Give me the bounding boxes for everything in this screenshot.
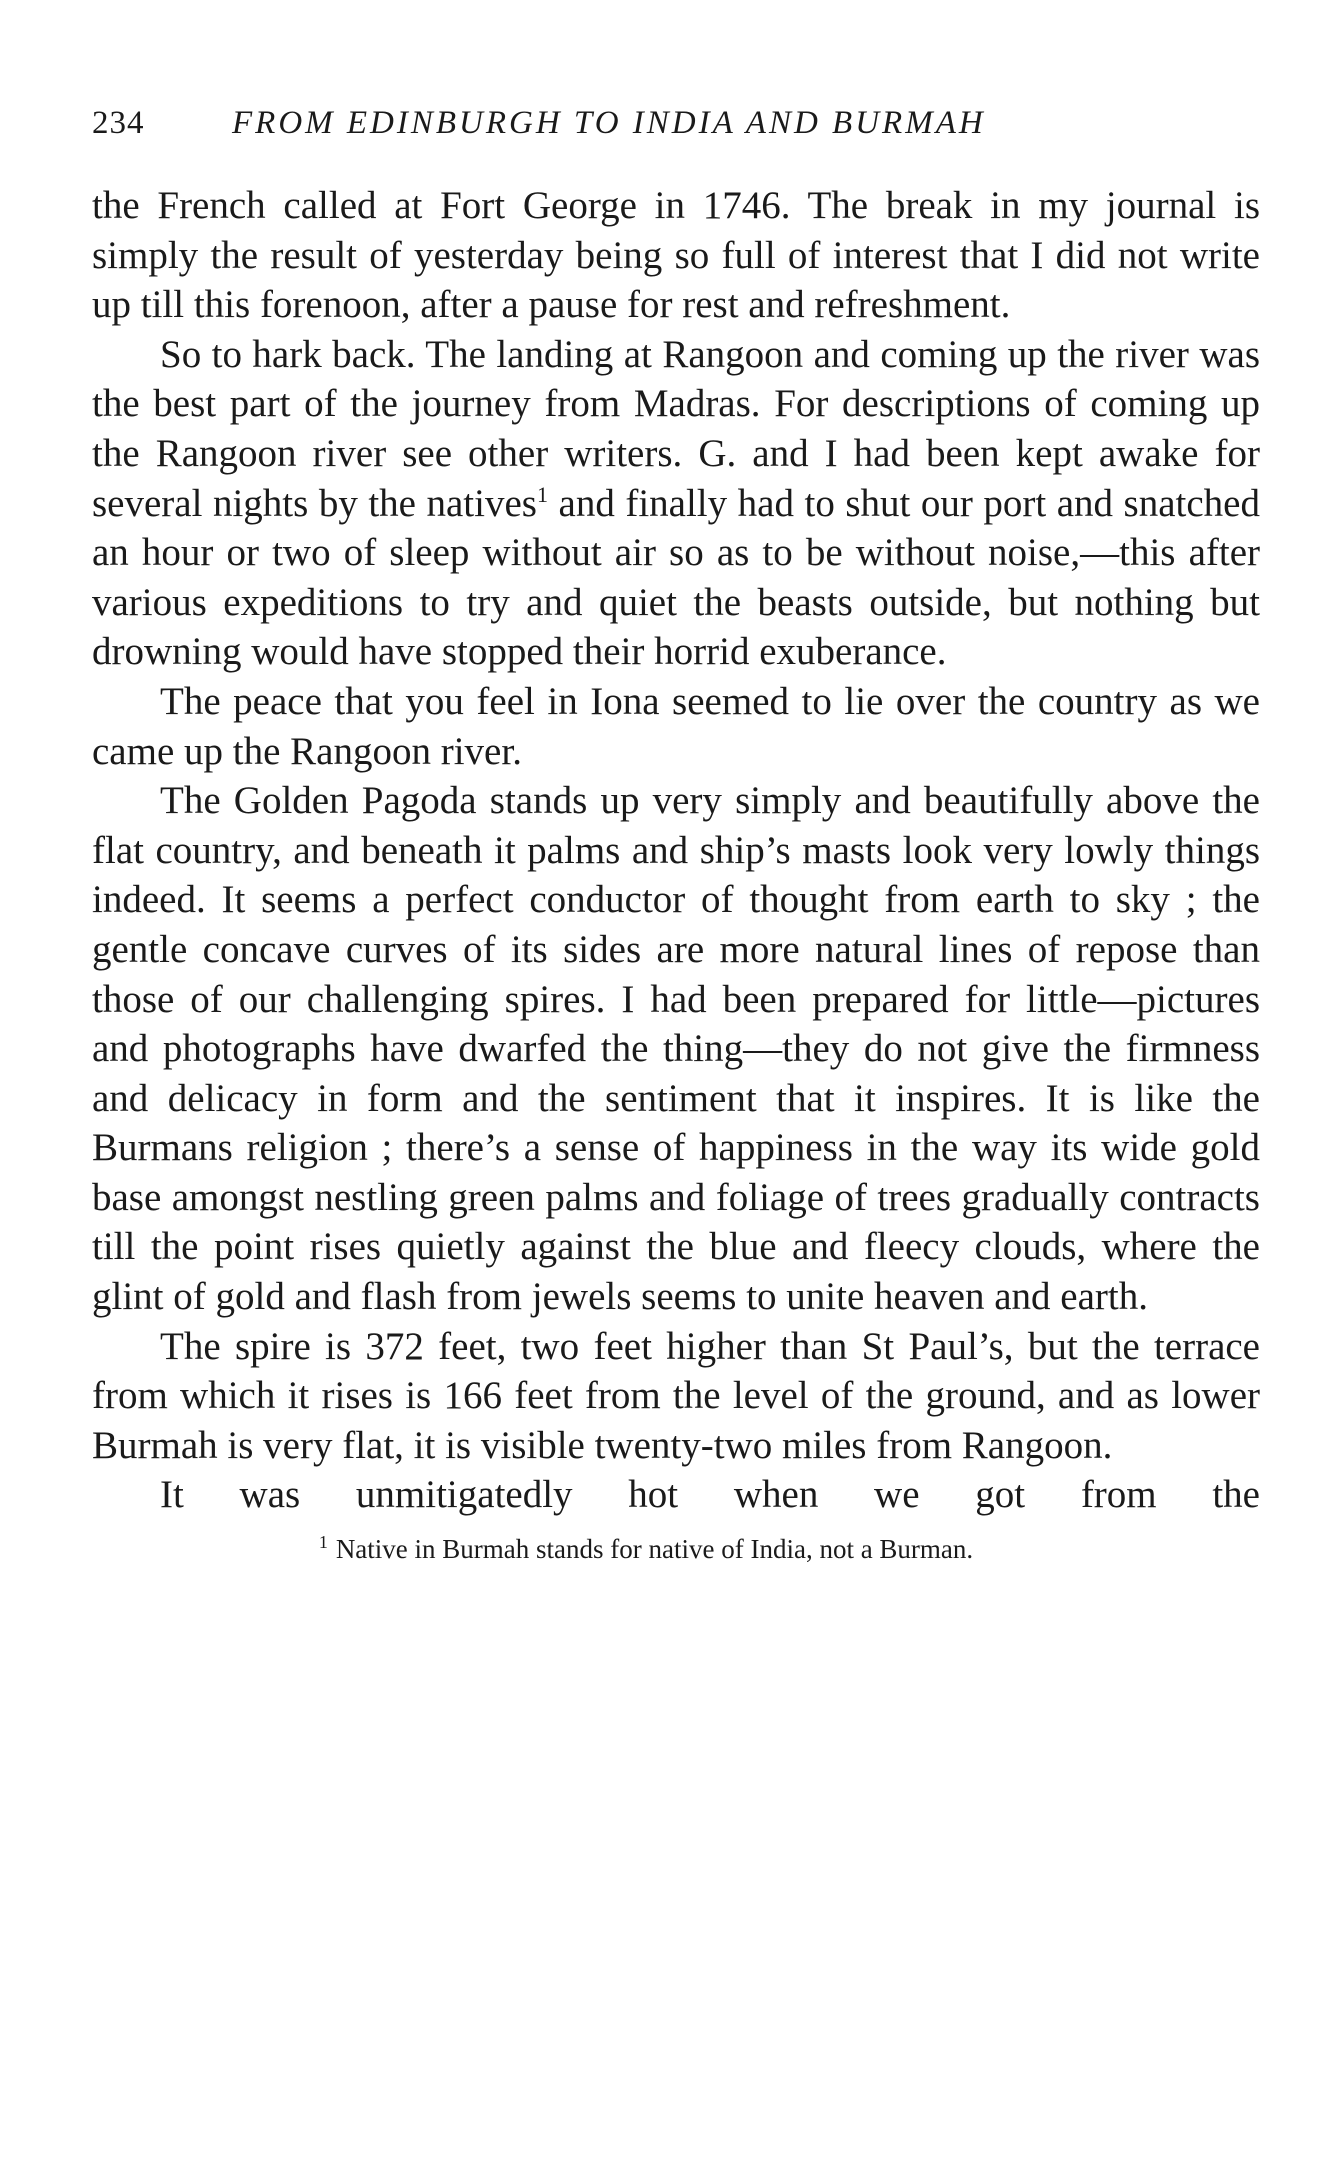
footnote-text: Native in Burmah stands for native of India, not a Burman. (335, 1534, 974, 1565)
page-number: 234 (92, 105, 145, 141)
paragraph-1: the French called at Fort George in 1746. The break in my journal is simply the result of yesterday being so full of interest that I did not write up till this forenoon, after a pause for rest and refreshment. (92, 184, 1260, 327)
body-text (92, 181, 1260, 1520)
paragraph-2 (92, 330, 1260, 677)
paragraph-5: The spire is 372 feet, two feet higher than St Paul’s, but the terrace from which it rises is 166 feet from the level of the ground, and as lower Burmah is very flat, it is visible twenty-two miles from Rangoon. (92, 1324, 1260, 1467)
paragraph-4: The Golden Pagoda stands up very simply and beautifully above the flat country, and beneath it palms and ship’s masts look very lowly things indeed. It seems a perfect conductor of thought from earth to sky ; the gentle concave curves of its sides are more natural lines of repose than those of our challenging spires. I had been prepared for little—pictures and photographs have dwarfed the thing—they do not give the firmness and delicacy in form and the sentiment that it inspires. It is like the Burmans religion ; there’s a sense of happiness in the way its wide gold base amongst nestling green palms and foliage of trees gradually contracts till the point rises quietly against the blue and fleecy clouds, where the glint of gold and flash from jewels seems to unite heaven and earth. (92, 779, 1260, 1319)
paragraph-2-text-before-footnote: So to hark back. The landing at Rangoon and coming up the river was the best part of the journey from Madras. For descriptions of coming up the Rangoon river see other writers. G. and I had been kept awake for several nights by the natives (92, 332, 1260, 525)
footnote-number: 1 (318, 1532, 328, 1553)
footnote (92, 1532, 1260, 1566)
running-title: FROM EDINBURGH TO INDIA AND BURMAH (232, 105, 986, 141)
running-head (92, 105, 1260, 153)
paragraph-2-text-after-footnote: and finally had to shut our port and snatched an hour or two of sleep without air so as to be without noise,—this after various expeditions to try and quiet the beasts outside, but nothing but drowning would have stopped their horrid exuberance. (92, 481, 1260, 674)
paragraph-3: The peace that you feel in Iona seemed to lie over the country as we came up the Rangoon river. (92, 679, 1260, 773)
paragraph-6: It was unmitigatedly hot when we got from the (160, 1473, 1260, 1517)
footnote-reference: 1 (536, 481, 548, 507)
book-page (92, 105, 1260, 1566)
